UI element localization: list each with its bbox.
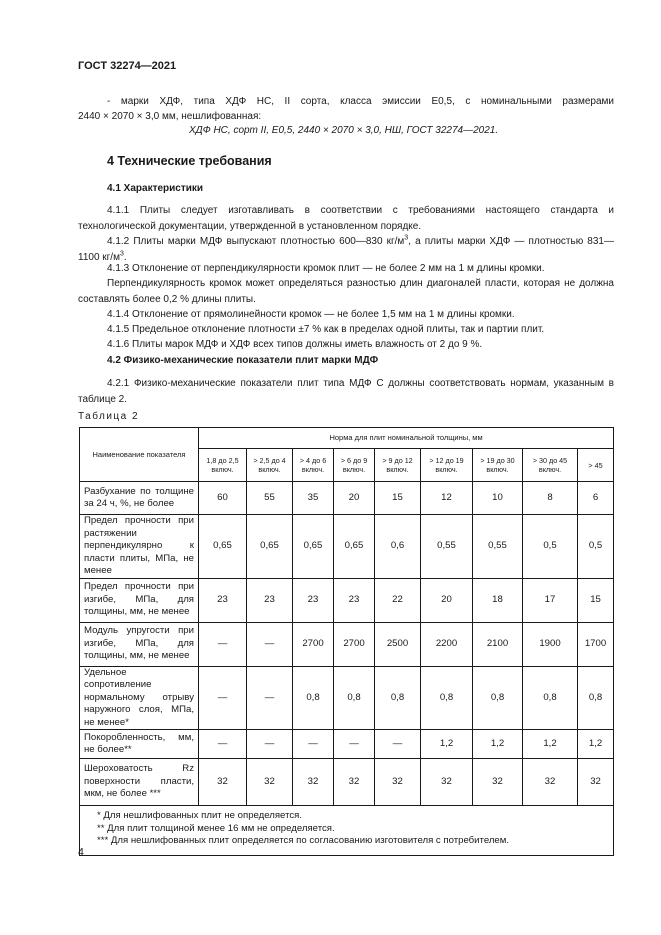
table-cell: 0,8 xyxy=(375,666,421,730)
table-cell: 0,8 xyxy=(334,666,375,730)
paragraph-4-1-3: 4.1.3 Отклонение от перпендикулярности кромок плит — не более 2 мм на 1 м длины кромки. xyxy=(107,263,545,274)
table-cell: 0,8 xyxy=(523,666,578,730)
row-label: Покоробленность, мм, не более** xyxy=(80,730,199,759)
table-cell: 0,65 xyxy=(247,515,293,579)
table-cell: 18 xyxy=(473,578,523,622)
table-cell: 1,2 xyxy=(578,730,614,759)
paragraph-4-1-6: 4.1.6 Плиты марок МДФ и ХДФ всех типов должны иметь влажность от 2 до 9 %. xyxy=(107,339,483,350)
footnote: * Для нешлифованных плит не определяется. xyxy=(97,810,303,821)
properties-table xyxy=(79,427,614,856)
table-cell: 32 xyxy=(421,759,473,806)
table-cell: 55 xyxy=(247,482,293,515)
table-cell: 60 xyxy=(199,482,247,515)
table-cell: 2500 xyxy=(375,622,421,666)
table-row xyxy=(80,622,614,666)
row-label: Шероховатость Rz поверхности пласти, мкм, не более *** xyxy=(80,759,199,806)
table-row xyxy=(80,666,614,730)
table-cell: 2700 xyxy=(334,622,375,666)
thickness-range-header: > 30 до 45 включ. xyxy=(523,449,578,482)
table-cell: — xyxy=(199,622,247,666)
table-cell: 15 xyxy=(578,578,614,622)
table-cell: 22 xyxy=(375,578,421,622)
name-column-header: Наименование показателя xyxy=(80,428,199,482)
thickness-range-header: > 45 xyxy=(578,449,614,482)
table-cell: 10 xyxy=(473,482,523,515)
table-cell: 32 xyxy=(523,759,578,806)
subsection-heading-4-2: 4.2 Физико-механические показатели плит марки МДФ xyxy=(107,355,379,366)
paragraph-4-1-2: 4.1.2 Плиты марки МДФ выпускают плотностью 600—830 $кг/м^3$, а плиты марки ХДФ — плотностью 831—1100 $кг/м^3$. xyxy=(78,234,614,263)
row-label: Модуль упругости при изгибе, МПа, для толщины, мм, не менее xyxy=(80,622,199,666)
table-cell: 0,55 xyxy=(473,515,523,579)
table-cell: 20 xyxy=(334,482,375,515)
table-cell: 17 xyxy=(523,578,578,622)
table-cell: — xyxy=(199,730,247,759)
table-cell: 32 xyxy=(293,759,334,806)
table-cell: 2100 xyxy=(473,622,523,666)
table-cell: — xyxy=(247,622,293,666)
table-cell: 20 xyxy=(421,578,473,622)
table-cell: 0,8 xyxy=(473,666,523,730)
footnote: ** Для плит толщиной менее 16 мм не определяется. xyxy=(97,822,335,834)
table-cell: 2700 xyxy=(293,622,334,666)
table-cell: 32 xyxy=(334,759,375,806)
table-cell: 1700 xyxy=(578,622,614,666)
thickness-range-header: > 9 до 12 включ. xyxy=(375,449,421,482)
norm-header: Норма для плит номинальной толщины, мм xyxy=(199,428,614,449)
table-cell: 0,8 xyxy=(421,666,473,730)
row-label: Предел прочности при растяжении перпендикулярно к пласти плиты, МПа, не менее xyxy=(80,515,199,579)
section-heading: 4 Технические требования xyxy=(107,154,272,168)
page-number: 4 xyxy=(78,846,84,858)
intro-line-2: 2440 × 2070 × 3,0 мм, нешлифованная: xyxy=(78,111,262,122)
paragraph-4-1-5: 4.1.5 Предельное отклонение плотности ±7 % как в пределах одной плиты, так и партии плит. xyxy=(107,324,545,335)
table-cell: 23 xyxy=(334,578,375,622)
subsection-heading-4-1: 4.1 Характеристики xyxy=(107,183,204,194)
table-cell: — xyxy=(199,666,247,730)
table-cell: 12 xyxy=(421,482,473,515)
table-cell: 23 xyxy=(247,578,293,622)
thickness-range-header: > 19 до 30 включ. xyxy=(473,449,523,482)
table-cell: 32 xyxy=(473,759,523,806)
thickness-range-header: 1,8 до 2,5 включ. xyxy=(199,449,247,482)
table-cell: 0,8 xyxy=(293,666,334,730)
paragraph-4-1-1: 4.1.1 Плиты следует изготавливать в соответствии с требованиями настоящего стандарта и технологической документации, утвержденной в установленном порядке. xyxy=(78,205,614,232)
table-cell: 0,65 xyxy=(293,515,334,579)
paragraph-4-2-1: 4.2.1 Физико-механические показатели плит типа МДФ С должны соответствовать нормам, указанным в таблице 2. xyxy=(78,378,614,405)
table-cell: 6 xyxy=(578,482,614,515)
thickness-range-header: > 4 до 6 включ. xyxy=(293,449,334,482)
table-cell: 2200 xyxy=(421,622,473,666)
footnote: *** Для нешлифованных плит определяется по согласованию изготовителя с потребителем. xyxy=(97,835,510,846)
thickness-range-header: > 6 до 9 включ. xyxy=(334,449,375,482)
table-cell: 23 xyxy=(293,578,334,622)
table-cell: 32 xyxy=(375,759,421,806)
table-row xyxy=(80,578,614,622)
table-row xyxy=(80,515,614,579)
table-cell: 32 xyxy=(247,759,293,806)
table-cell: 0,6 xyxy=(375,515,421,579)
table-cell: 1,2 xyxy=(523,730,578,759)
table-footnotes xyxy=(80,806,614,856)
thickness-range-header: > 12 до 19 включ. xyxy=(421,449,473,482)
table-cell: 0,55 xyxy=(421,515,473,579)
table-cell: 32 xyxy=(578,759,614,806)
table-cell: 8 xyxy=(523,482,578,515)
table-cell: — xyxy=(293,730,334,759)
row-label: Предел прочности при изгибе, МПа, для толщины, мм, не менее xyxy=(80,578,199,622)
table-cell: 0,8 xyxy=(578,666,614,730)
row-label: Разбухание по толщине за 24 ч, %, не более xyxy=(80,482,199,515)
table-cell: 0,5 xyxy=(523,515,578,579)
table-caption: Таблица 2 xyxy=(78,411,140,422)
running-header: ГОСТ 32274—2021 xyxy=(78,60,177,72)
table-cell: 23 xyxy=(199,578,247,622)
table-cell: 0,65 xyxy=(334,515,375,579)
table-cell: 15 xyxy=(375,482,421,515)
table-cell: 0,5 xyxy=(578,515,614,579)
table-cell: 35 xyxy=(293,482,334,515)
table-cell: 0,65 xyxy=(199,515,247,579)
table-cell: — xyxy=(334,730,375,759)
table-cell: 32 xyxy=(199,759,247,806)
table-footnotes-row xyxy=(80,806,614,856)
table-cell: 1,2 xyxy=(421,730,473,759)
thickness-range-header: > 2,5 до 4 включ. xyxy=(247,449,293,482)
intro-line-1: - марки ХДФ, типа ХДФ НС, II сорта, класса эмиссии Е0,5, с номинальными размерами xyxy=(107,96,614,107)
paragraph-4-1-4: 4.1.4 Отклонение от прямолинейности кромок — не более 1,5 мм на 1 м длины кромки. xyxy=(107,309,515,320)
designation-example: ХДФ НС, сорт II, Е0,5, 2440 × 2070 × 3,0, НШ, ГОСТ 32274—2021. xyxy=(189,125,499,136)
table-row xyxy=(80,759,614,806)
table-row xyxy=(80,730,614,759)
table-cell: — xyxy=(247,666,293,730)
table-cell: 1,2 xyxy=(473,730,523,759)
table-row xyxy=(80,482,614,515)
table-cell: — xyxy=(375,730,421,759)
row-label: Удельное сопротивление нормальному отрыву наружного слоя, МПа, не менее* xyxy=(80,666,199,730)
table-cell: — xyxy=(247,730,293,759)
paragraph-4-1-3-b: Перпендикулярность кромок может определяться разностью длин диагоналей пласти, которая не должна составлять более 0,2 % длины плиты. xyxy=(78,278,614,305)
table-cell: 1900 xyxy=(523,622,578,666)
